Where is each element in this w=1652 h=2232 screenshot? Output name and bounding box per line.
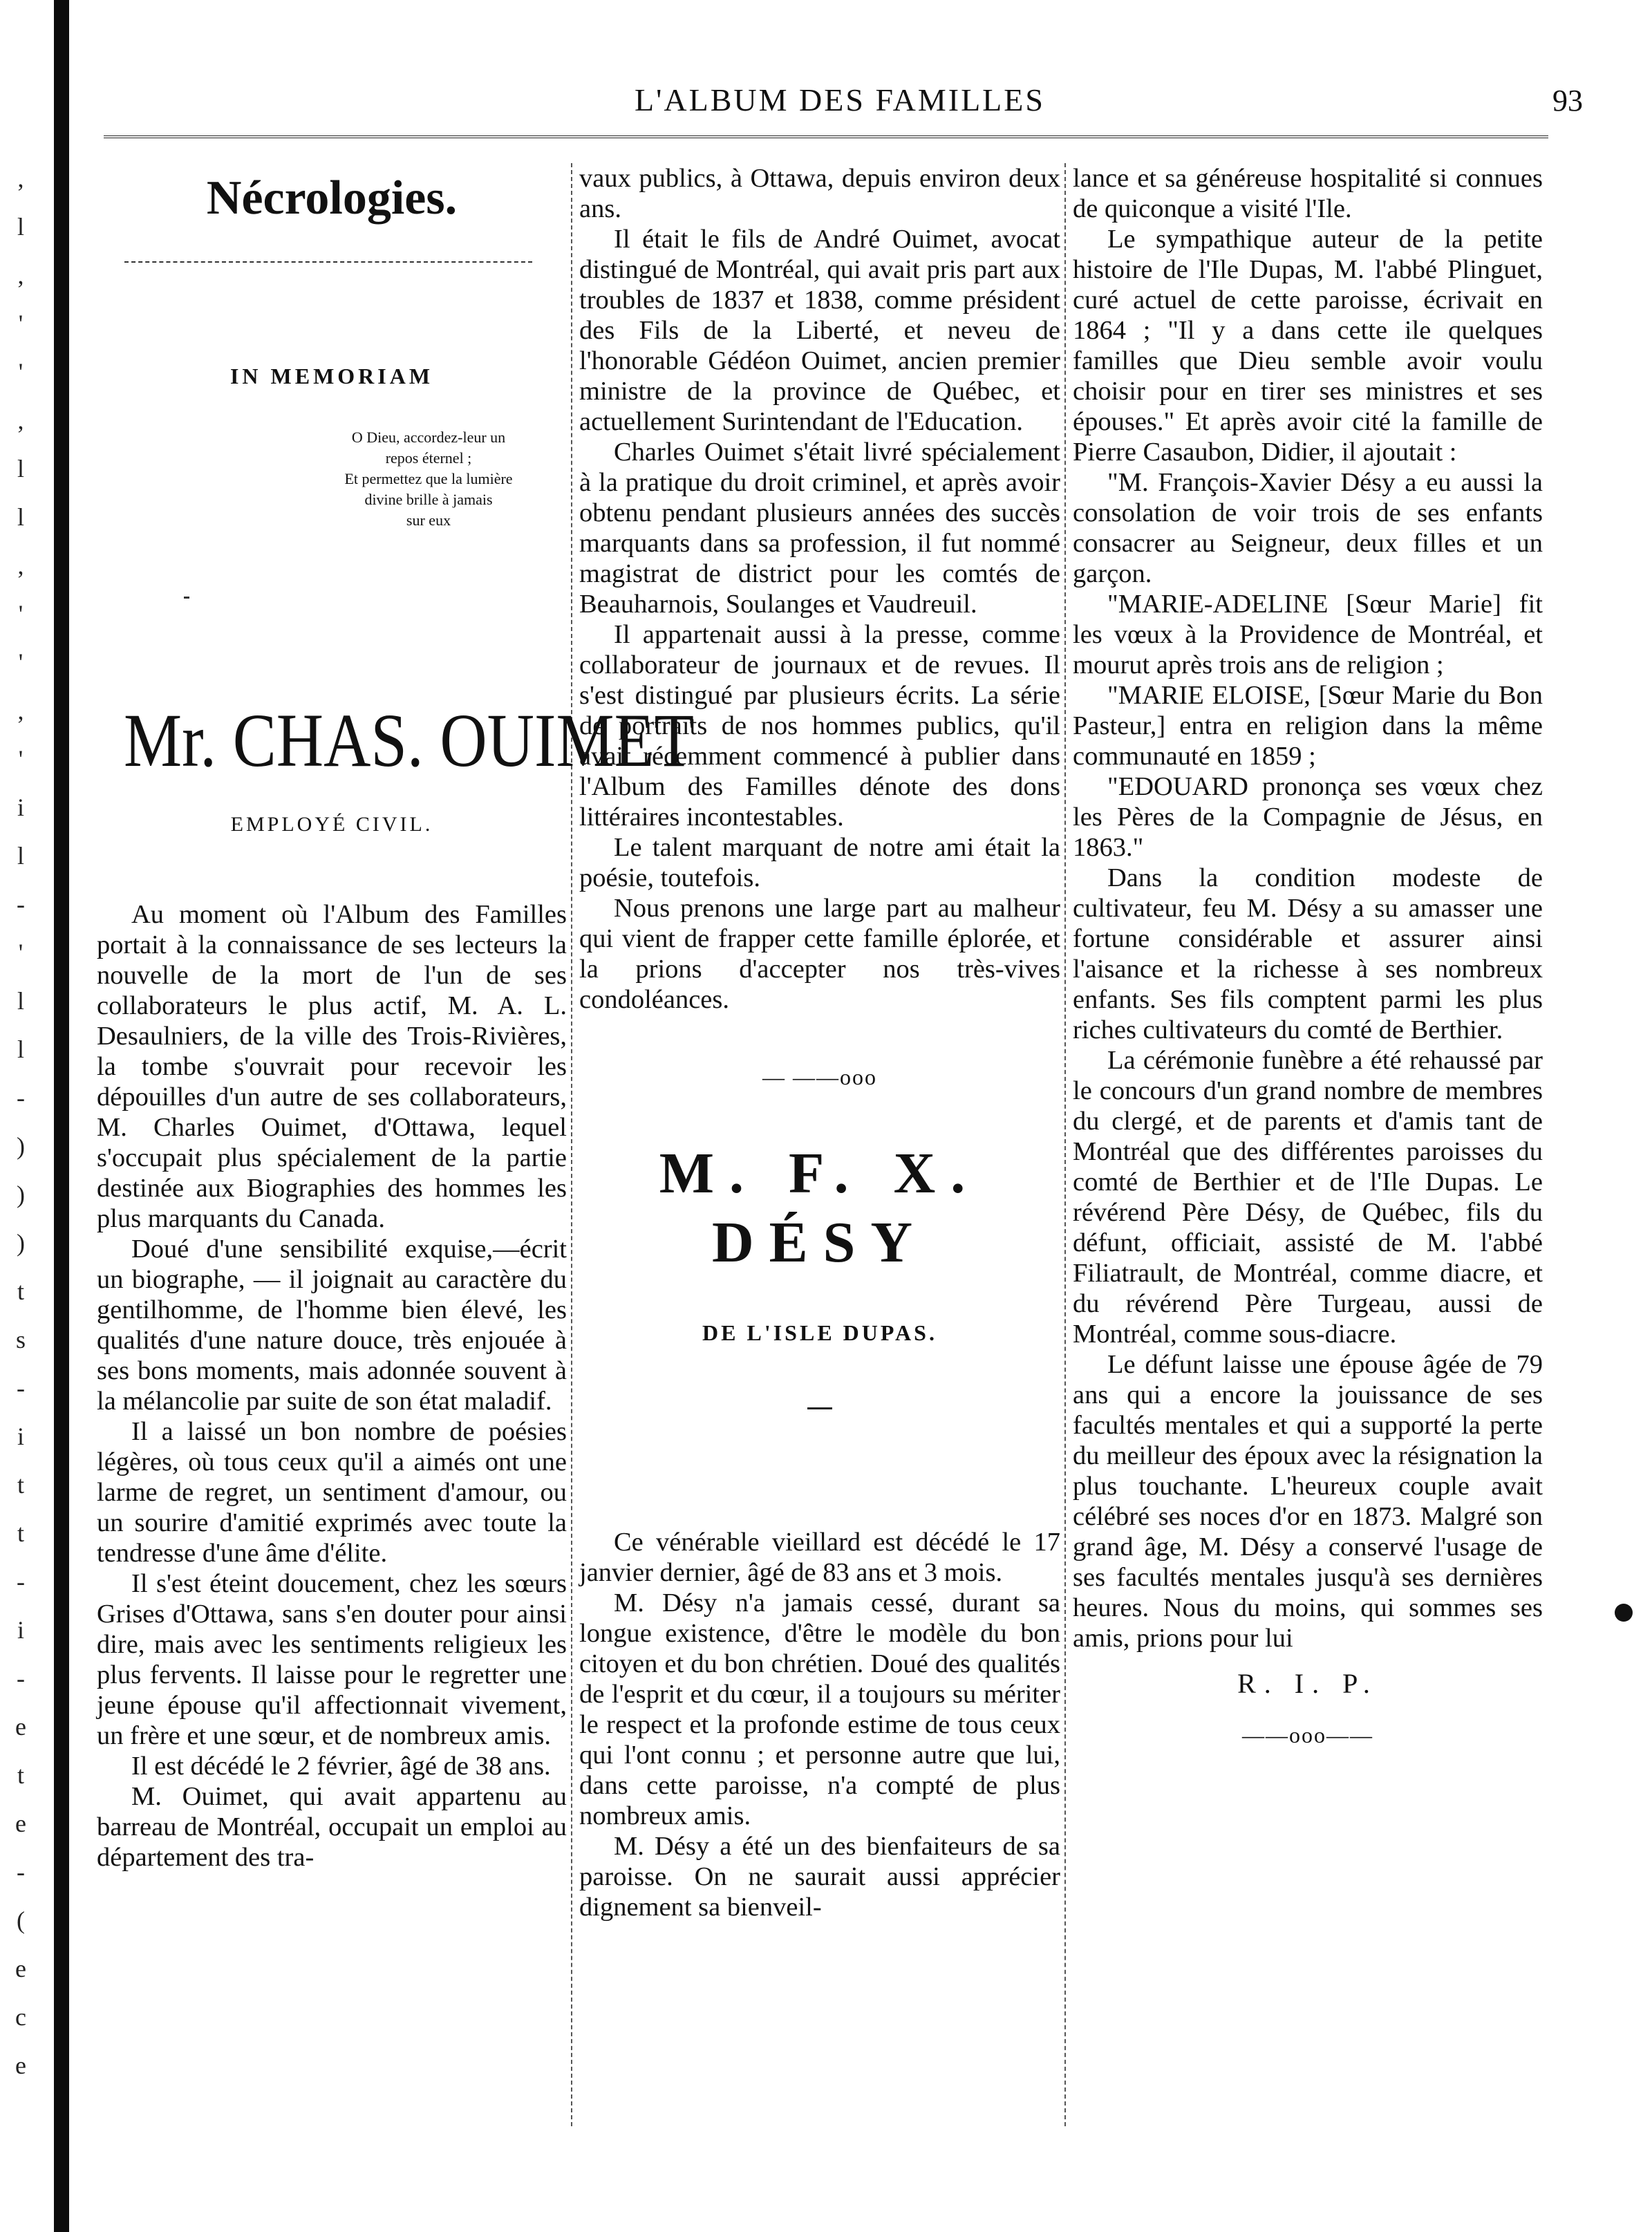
gutter-fragment: l [17,842,24,870]
gutter-fragment: ) [17,1229,25,1257]
paragraph: "MARIE ELOISE, [Sœur Marie du Bon Pasteur,] entra en religion dans la même communauté en 1859 ; [1073,681,1543,771]
paragraph: Doué d'une sensibilité exquise,—écrit un biographe, — il joignait au caractère du gentilhomme, de l'homme bien élevé, les qualités d'une nature douce, très enjouée à ses bons moments, mais adonnée souvent à la mélancolie par suite de son état maladif. [97,1235,567,1416]
column-rule [571,163,572,2126]
memoriam-heading: IN MEMORIAM [229,364,434,388]
paragraph: M. Ouimet, qui avait appartenu au barreau de Montréal, occupait un emploi au département des tra- [97,1782,567,1872]
gutter-fragment: i [17,794,24,821]
facing-page-gutter [0,166,41,2170]
gutter-fragment: c [15,2003,26,2031]
paragraph: Il était le fils de André Ouimet, avocat distingué de Montréal, qui avait pris part aux troubles de 1837 et 1838, comme président des Fils de la Liberté, et neveu de l'honorable Gédéon Ouimet, ancien premier ministre de la province de Québec, et actuellement Surintendant de l'Education. [579,225,1060,436]
epigraph-line: divine brille à jamais [364,491,493,508]
ornament: ——ooo—— [1242,1723,1373,1747]
column-rule [1064,163,1066,2126]
gutter-fragment: l [17,987,24,1015]
gutter-fragment: e [15,2052,26,2079]
running-title: L'ALBUM DES FAMILLES [635,82,1045,118]
gutter-fragment: - [17,1374,25,1402]
closing-rip: R. I. P. [1237,1668,1378,1699]
gutter-fragment: ) [17,1181,25,1208]
gutter-fragment: i [17,1616,24,1644]
paragraph: Charles Ouimet s'était livré spécialement à la pratique du droit criminel, et après avoir obtenu pendant plusieurs années des succès marquants dans sa profession, il fut nommé magistrat de district pour les comtés de Beauharnois, Soulanges et Vaudreuil. [579,438,1060,619]
paragraph: Il a laissé un bon nombre de poésies légères, où tous ceux qu'il a aimés ont une larme de regret, un sentiment d'amour, ou un sourire d'amitié exprimés avec toute la tendresse d'une âme d'élite. [97,1417,567,1568]
gutter-fragment: t [17,1471,24,1499]
gutter-fragment: e [15,1810,26,1837]
gutter-fragment: - [17,1568,25,1595]
paragraph: Le sympathique auteur de la petite histoire de l'Ile Dupas, M. l'abbé Plinguet, curé actuel de cette paroisse, écrivait en 1864 ; "Il y a dans cette ile quelques familles que Dieu semble avoir voulu choisir pour en tirer ses ministres et ses épouses." Et après avoir cité la famille de Pierre Casaubon, Didier, il ajoutait : [1073,225,1543,467]
gutter-fragment: l [17,1035,24,1063]
epigraph-line: repos éternel ; [385,449,472,467]
paragraph: Le défunt laisse une épouse âgée de 79 ans qui a encore la jouissance de ses facultés mentales et qui a supporté la perte du meilleur des époux avec la résignation la plus touchante. L'heureux couple avait célébré ses noces d'or en 1873. Malgré son grand âge, M. Désy a conservé l'usage de ses facultés mentales jusqu'à ses dernières heures. Nous du moins, qui sommes ses amis, prions pour lui [1073,1350,1543,1653]
gutter-fragment: ' [18,648,24,676]
paragraph: Il appartenait aussi à la presse, comme collaborateur de journaux et de revues. Il s'est distingué par plusieurs écrits. La série de portraits de nos hommes publics, qu'il avait récemment commencé à publier dans l'Album des Familles dénote des dons littéraires incontestables. [579,620,1060,832]
obituary-place: DE L'ISLE DUPAS. [702,1320,937,1345]
paragraph: M. Désy a été un des bienfaiteurs de sa paroisse. On ne saurait aussi apprécier dignement sa bienveil- [579,1832,1060,1922]
gutter-fragment: - [17,890,25,918]
paragraph: Nous prenons une large part au malheur qui vient de frapper cette famille éplorée, et la prions d'accepter nos très-vives condoléances. [579,894,1060,1014]
paragraph: "MARIE-ADELINE [Sœur Marie] fit les vœux à la Providence de Montréal, et mourut après trois ans de religion ; [1073,590,1543,679]
divider [124,261,532,264]
mark [184,597,189,599]
ink-spot [1615,1604,1633,1622]
gutter-fragment: ' [18,939,24,966]
gutter-fragment: l [17,455,24,482]
paragraph: Dans la condition modeste de cultivateur, feu M. Désy a su amasser une fortune considérable et assurer ainsi l'aisance et la richesse à ses nombreux enfants. Ses fils comptent parmi les plus riches cultivateurs du comté de Berthier. [1073,863,1543,1044]
paragraph: "EDOUARD prononça ses vœux chez les Pères de la Compagnie de Jésus, en 1863." [1073,772,1543,862]
gutter-fragment: ' [18,358,24,386]
paragraph: vaux publics, à Ottawa, depuis environ deux ans. [579,164,1060,223]
gutter-fragment: - [17,1664,25,1692]
ornament: — ——ooo [762,1065,877,1089]
gutter-fragment: ) [17,1132,25,1160]
paragraph: Il est décédé le 2 février, âgé de 38 ans. [131,1752,551,1781]
header-rule [104,135,1548,141]
gutter-fragment: ( [17,1906,25,1934]
paragraph: Le talent marquant de notre ami était la poésie, toutefois. [579,833,1060,892]
obituary-role: EMPLOYÉ CIVIL. [230,813,433,836]
gutter-fragment: - [17,1858,25,1886]
gutter-fragment: , [17,552,24,579]
epigraph [304,427,553,531]
paragraph: La cérémonie funèbre a été rehaussé par le concours d'un grand nombre de membres du clergé, et de parents et d'amis tant de Montréal que des différentes paroisses du comté de Berthier et de l'Ile Dupas. Le révérend Père Désy, de Québec, fils du défunt, officiait, assisté de M. l'abbé Filiatrault, de Montréal, comme diacre, et du révérend Père Turgeau, aussi de Montréal, comme sous-diacre. [1073,1046,1543,1349]
divider [807,1407,832,1409]
gutter-fragment: e [15,1713,26,1741]
gutter-fragment: , [17,261,24,289]
section-title: Nécrologies. [206,171,458,225]
gutter-fragment: l [17,213,24,241]
gutter-fragment: t [17,1277,24,1305]
paragraph: Il s'est éteint doucement, chez les sœurs Grises d'Ottawa, sans s'en douter pour ainsi dire, mais avec les sentiments religieux les plus fervents. Il laisse pour le regretter une jeune épouse qu'il affectionnait vivement, un frère et une sœur, et de nombreux amis. [97,1569,567,1750]
gutter-fragment: ' [18,310,24,337]
gutter-fragment: ' [18,600,24,628]
column-1 [97,163,695,2209]
epigraph-line: O Dieu, accordez-leur un [351,429,506,446]
gutter-fragment: s [15,1326,26,1353]
column-2 [579,163,1060,2209]
epigraph-line: Et permettez que la lumière [344,470,513,487]
obituary-name: M. F. X. DÉSY [659,1141,981,1275]
epigraph-line: sur eux [406,512,451,529]
paragraph: M. Désy n'a jamais cessé, durant sa longue existence, d'être le modèle du bon citoyen et du bon chrétien. Doué des qualités de l'esprit et du cœur, il a toujours su mériter le respect et la profonde estime de tous ceux qui l'ont connu ; et personne autre que lui, dans cette paroisse, n'a compté de plus nombreux amis. [579,1588,1060,1830]
paragraph: lance et sa généreuse hospitalité si connues de quiconque a visité l'Ile. [1073,164,1543,223]
gutter-fragment: - [17,1084,25,1112]
gutter-fragment: t [17,1761,24,1789]
binding-edge [54,0,69,2232]
gutter-fragment: i [17,1423,24,1450]
page-number: 93 [1552,84,1583,118]
gutter-fragment: e [15,1955,26,1982]
obituary-name: Mr. CHAS. OUIMET [124,698,695,782]
gutter-fragment: l [17,503,24,531]
paragraph: Au moment où l'Album des Familles portait à la connaissance de ses lecteurs la nouvelle de la mort de l'un de ses collaborateurs le plus actif, M. A. L. Desaulniers, de la ville des Trois-Rivières, la tombe s'ouvrait pour recevoir les dépouilles d'un autre de ses collaborateurs, M. Charles Ouimet, d'Ottawa, lequel s'occupait plus spécialement de la partie destinée aux Biographies des hommes les plus marquants du Canada. [97,900,567,1233]
gutter-fragment: ' [18,745,24,773]
paragraph: "M. François-Xavier Désy a eu aussi la consolation de voir trois de ses enfants consacrer au Seigneur, deux filles et un garçon. [1073,468,1543,588]
paragraph: Ce vénérable vieillard est décédé le 17 janvier dernier, âgé de 83 ans et 3 mois. [579,1528,1060,1587]
gutter-fragment: , [17,165,24,192]
column-3 [1073,163,1543,2209]
gutter-fragment: , [17,697,24,724]
gutter-fragment: t [17,1519,24,1547]
page-header [97,82,1583,131]
gutter-fragment: , [17,406,24,434]
